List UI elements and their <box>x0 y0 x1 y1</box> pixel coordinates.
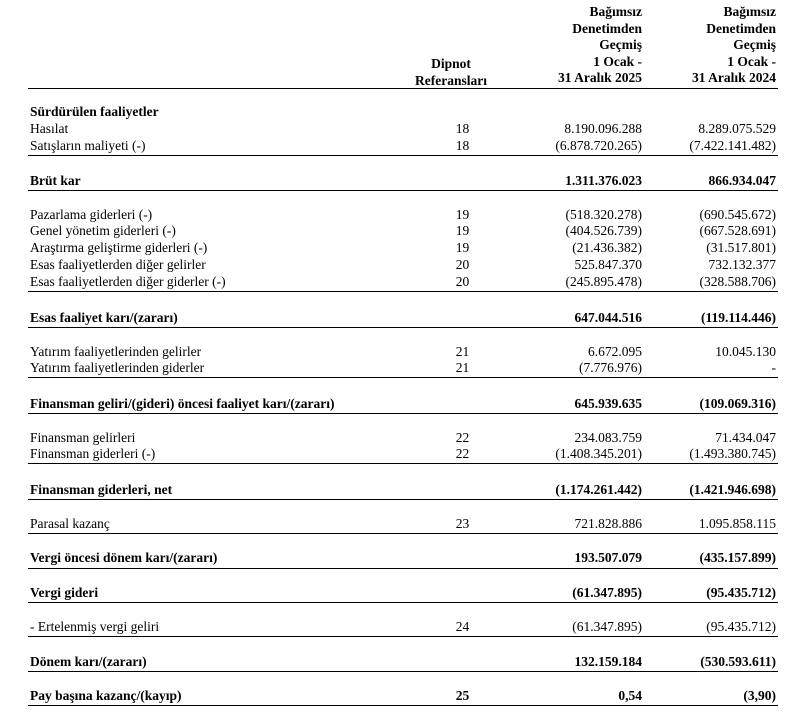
row-prior-value: (1.421.946.698) <box>689 482 776 497</box>
row-label: Dönem karı/(zararı) <box>30 654 147 669</box>
table-row <box>0 482 810 498</box>
section-rule <box>28 705 778 706</box>
row-prior-value: (530.593.611) <box>700 654 776 669</box>
row-note: 25 <box>455 688 470 703</box>
row-label: Finansman geliri/(gideri) öncesi faaliyet karı/(zararı) <box>30 396 335 411</box>
table-row <box>0 207 810 223</box>
row-current-value: 647.044.516 <box>574 310 642 325</box>
section-rule <box>28 533 778 534</box>
table-row <box>0 446 810 462</box>
row-current-value: (61.347.895) <box>572 585 642 600</box>
row-current-value: (7.776.976) <box>579 360 642 375</box>
row-note: 18 <box>455 138 470 153</box>
row-current-value: (21.436.382) <box>572 240 642 255</box>
table-row <box>0 430 810 446</box>
row-current-value: (1.408.345.201) <box>555 446 642 461</box>
section-rule <box>28 671 778 672</box>
row-prior-value: (3,90) <box>743 688 776 703</box>
header-prior-line: Geçmiş <box>733 37 776 52</box>
row-note: 19 <box>455 223 470 238</box>
row-prior-value: (328.588.706) <box>699 274 776 289</box>
table-row <box>0 344 810 360</box>
section-rule <box>28 499 778 500</box>
row-label: Vergi gideri <box>30 585 99 600</box>
header-note-line: Referansları <box>415 72 487 88</box>
header-current-line: Geçmiş <box>599 37 642 52</box>
header-current-line: Denetimden <box>572 20 642 36</box>
row-current-value: (518.320.278) <box>565 207 642 222</box>
row-prior-value: (435.157.899) <box>699 550 776 565</box>
row-label: Esas faaliyet karı/(zararı) <box>30 310 178 325</box>
header-prior-line: Denetimden <box>706 20 776 36</box>
row-current-value: 0,54 <box>618 688 642 703</box>
row-note: 23 <box>455 516 470 531</box>
row-note: 21 <box>455 360 470 375</box>
row-prior-value: (690.545.672) <box>699 207 776 222</box>
table-row <box>0 550 810 566</box>
row-label: Finansman giderleri, net <box>30 482 173 497</box>
table-row <box>0 516 810 532</box>
row-current-value: 1.311.376.023 <box>565 173 642 188</box>
row-current-value: 6.672.095 <box>588 344 642 359</box>
row-label: Brüt kar <box>30 173 81 188</box>
header-prior-line: 31 Aralık 2024 <box>691 70 776 85</box>
row-prior-value: 71.434.047 <box>715 430 776 445</box>
row-label: Genel yönetim giderleri (-) <box>30 223 176 238</box>
section-rule <box>28 568 778 569</box>
row-label: Finansman gelirleri <box>30 430 136 445</box>
row-current-value: 721.828.886 <box>574 516 642 531</box>
table-row <box>0 585 810 601</box>
section-rule <box>28 327 778 328</box>
row-prior-value: (1.493.380.745) <box>689 446 776 461</box>
row-current-value: 193.507.079 <box>574 550 642 565</box>
table-row <box>0 310 810 326</box>
row-current-value: 525.847.370 <box>574 257 642 272</box>
row-prior-value: 8.289.075.529 <box>698 121 776 136</box>
row-label: - Ertelenmiş vergi geliri <box>30 619 160 634</box>
row-current-value: 645.939.635 <box>574 396 642 411</box>
header-current-line: 1 Ocak - <box>593 53 642 69</box>
row-prior-value: (95.435.712) <box>706 619 776 634</box>
row-label: Hasılat <box>30 121 69 136</box>
section-rule <box>28 463 778 464</box>
row-current-value: (404.526.739) <box>565 223 642 238</box>
row-note: 21 <box>455 344 470 359</box>
row-current-value: 234.083.759 <box>574 430 642 445</box>
row-prior-value: 866.934.047 <box>708 173 776 188</box>
row-label: Vergi öncesi dönem karı/(zararı) <box>30 550 218 565</box>
row-current-value: 8.190.096.288 <box>564 121 642 136</box>
section-rule <box>28 377 778 378</box>
row-prior-value: (109.069.316) <box>699 396 776 411</box>
header-current-line: 31 Aralık 2025 <box>557 70 642 85</box>
row-note: 19 <box>455 207 470 222</box>
row-label: Parasal kazanç <box>30 516 110 531</box>
row-prior-value: 732.132.377 <box>708 257 776 272</box>
row-current-value: (245.895.478) <box>565 274 642 289</box>
row-current-value: (1.174.261.442) <box>555 482 642 497</box>
row-current-value: (61.347.895) <box>572 619 642 634</box>
row-note: 19 <box>455 240 470 255</box>
row-prior-value: (7.422.141.482) <box>689 138 776 153</box>
row-prior-value: 10.045.130 <box>715 344 776 359</box>
table-row <box>0 173 810 189</box>
header-note-line: Dipnot <box>431 56 471 71</box>
row-label: Esas faaliyetlerden diğer gelirler <box>30 257 206 272</box>
row-note: 20 <box>455 257 470 272</box>
section-rule <box>28 413 778 414</box>
row-label: Pazarlama giderleri (-) <box>30 207 153 222</box>
section-rule <box>28 190 778 191</box>
table-row <box>0 360 810 376</box>
row-label: Finansman giderleri (-) <box>30 446 156 461</box>
table-row <box>0 257 810 273</box>
table-row <box>0 619 810 635</box>
table-row <box>0 274 810 290</box>
table-row <box>0 396 810 412</box>
table-row <box>0 654 810 670</box>
section-rule <box>28 291 778 292</box>
row-note: 22 <box>455 446 470 461</box>
row-label: Sürdürülen faaliyetler <box>30 104 159 119</box>
section-rule <box>28 602 778 603</box>
row-label: Satışların maliyeti (-) <box>30 138 146 153</box>
header-prior-line: Bağımsız <box>723 4 776 19</box>
table-row <box>0 240 810 256</box>
row-note: 18 <box>455 121 470 136</box>
row-note: 24 <box>455 619 470 634</box>
row-prior-value: (667.528.691) <box>699 223 776 238</box>
row-current-value: 132.159.184 <box>574 654 642 669</box>
row-prior-value: (95.435.712) <box>706 585 776 600</box>
section-rule <box>28 155 778 156</box>
row-label: Esas faaliyetlerden diğer giderler (-) <box>30 274 226 289</box>
header-prior-line: 1 Ocak - <box>727 53 776 69</box>
table-row <box>0 121 810 137</box>
header-current-line: Bağımsız <box>589 4 642 19</box>
row-prior-value: (119.114.446) <box>700 310 776 325</box>
row-prior-value: - <box>771 360 776 375</box>
row-label: Yatırım faaliyetlerinden giderler <box>30 360 205 375</box>
row-prior-value: 1.095.858.115 <box>698 516 776 531</box>
row-note: 20 <box>455 274 470 289</box>
row-prior-value: (31.517.801) <box>706 240 776 255</box>
table-row <box>0 223 810 239</box>
row-label: Pay başına kazanç/(kayıp) <box>30 688 182 703</box>
row-current-value: (6.878.720.265) <box>555 138 642 153</box>
table-row <box>0 104 810 120</box>
section-rule <box>28 636 778 637</box>
table-row <box>0 688 810 704</box>
row-note: 22 <box>455 430 470 445</box>
row-label: Araştırma geliştirme giderleri (-) <box>30 240 208 255</box>
row-label: Yatırım faaliyetlerinden gelirler <box>30 344 202 359</box>
table-row <box>0 138 810 154</box>
